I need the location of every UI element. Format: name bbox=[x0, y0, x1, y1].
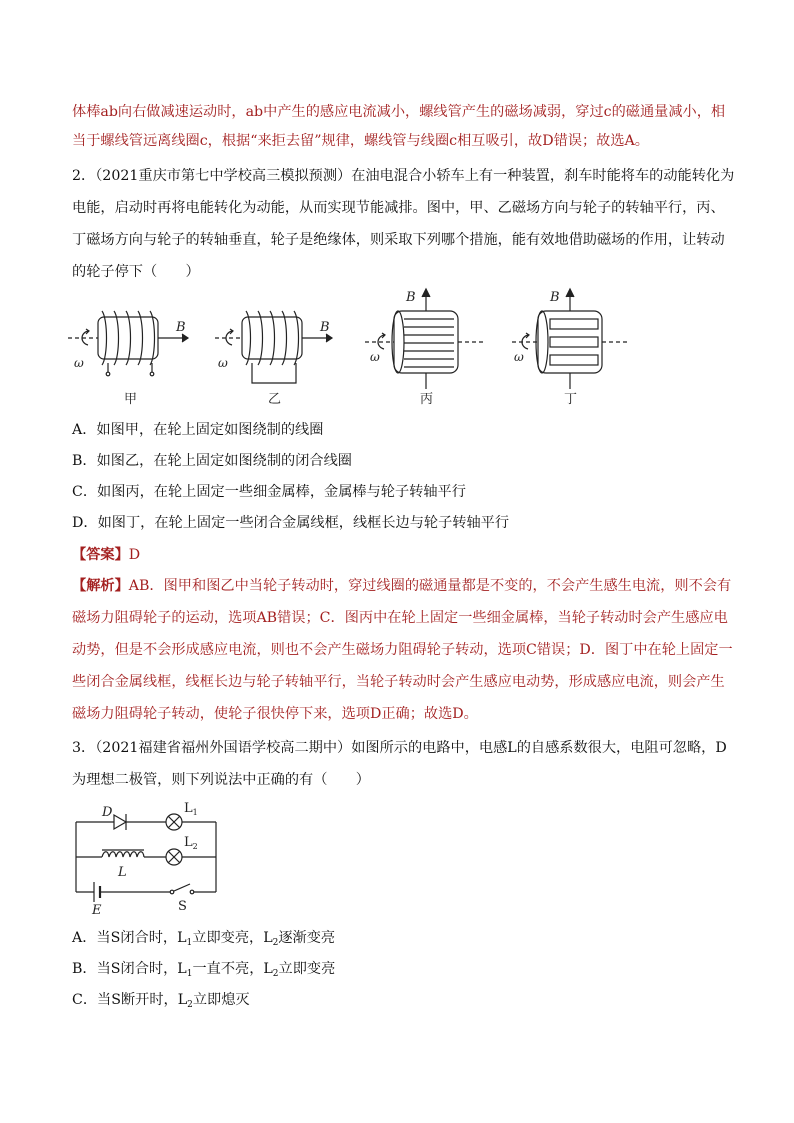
q3b-sub1: 1 bbox=[186, 969, 193, 979]
diode-label: D bbox=[102, 805, 113, 820]
analysis-tag: 【解析】 bbox=[72, 578, 129, 594]
q2-option-a: A．如图甲，在轮上固定如图绕制的线圈 bbox=[72, 422, 324, 438]
q3-stem-line-1: 3．（2021福建省福州外国语学校高二期中）如图所示的电路中，电感L的自感系数很大，电阻可忽略，D bbox=[72, 740, 727, 756]
q3a-part2: 立即变亮，L bbox=[192, 930, 273, 946]
ding-B-label: B bbox=[550, 290, 560, 305]
q3-stem-line-2: 为理想二极管，则下列说法中正确的有（ ） bbox=[72, 772, 370, 788]
q3b-part2: 一直不亮，L bbox=[192, 961, 273, 977]
q2-analysis-line-1 bbox=[72, 576, 731, 596]
q2-figure bbox=[60, 285, 640, 415]
yi-omega-label: ω bbox=[218, 356, 228, 370]
q2-stem-line-1: 2．（2021重庆市第七中学校高三模拟预测）在油电混合小轿车上有一种装置，刹车时能将车的动能转化为 bbox=[72, 168, 735, 184]
bing-B-label: B bbox=[406, 290, 416, 305]
lamp2-label bbox=[184, 835, 198, 851]
q2-stem-line-3: 丁磁场方向与轮子的转轴垂直，轮子是绝缘体，则采取下列哪个措施，能有效地借助磁场的作用，让转动 bbox=[72, 232, 725, 248]
q3a-sub1: 1 bbox=[186, 938, 193, 948]
q3c-part1: C．当S断开时，L bbox=[72, 992, 188, 1008]
lamp1-label bbox=[184, 801, 198, 817]
q3b-part1: B．当S闭合时，L bbox=[72, 961, 187, 977]
q2-option-b: B．如图乙，在轮上固定如图绕制的闭合线圈 bbox=[72, 453, 352, 469]
q3a-part3: 逐渐变亮 bbox=[278, 930, 336, 946]
switch-label: S bbox=[178, 899, 187, 914]
q3a-part1: A．当S闭合时，L bbox=[72, 930, 187, 946]
q3c-part2: 立即熄灭 bbox=[192, 992, 250, 1008]
q2-analysis-line-3: 动势，但是不会形成感应电流，则也不会产生磁场力阻碍轮子转动，选项C错误；D．图丁中在轮上固定一 bbox=[72, 642, 733, 658]
analysis-text-1: AB．图甲和图乙中当轮子转动时，穿过线圈的磁通量都是不变的，不会产生感生电流，则不会有 bbox=[128, 578, 732, 594]
figure-ding bbox=[512, 289, 630, 389]
yi-B-label: B bbox=[320, 320, 330, 335]
answer-value: D bbox=[128, 547, 141, 563]
lamp2-letter: L bbox=[184, 835, 193, 850]
jia-omega-label: ω bbox=[74, 356, 84, 370]
ding-label: 丁 bbox=[564, 392, 578, 407]
q2-analysis-line-4: 些闭合金属线框，线框长边与轮子转轴平行，当轮子转动时会产生感应电动势，形成感应电流，则会产生 bbox=[72, 674, 725, 690]
ding-omega-label: ω bbox=[514, 350, 524, 364]
figure-yi bbox=[215, 311, 332, 383]
bing-label: 丙 bbox=[420, 392, 434, 407]
lamp2-subscript: 2 bbox=[192, 842, 198, 851]
q3b-sub2: 2 bbox=[272, 969, 279, 979]
bing-omega-label: ω bbox=[370, 350, 380, 364]
q3-option-a bbox=[72, 928, 335, 953]
jia-label: 甲 bbox=[124, 392, 138, 407]
battery-label: E bbox=[92, 903, 102, 918]
prev-analysis-line-2: 当于螺线管远离线圈c，根据“来拒去留”规律，螺线管与线圈c相互吸引，故D错误；故选A。 bbox=[72, 133, 649, 149]
lamp1-letter: L bbox=[184, 801, 193, 816]
q3-circuit bbox=[66, 800, 236, 918]
yi-label: 乙 bbox=[268, 392, 282, 407]
q2-option-d: D．如图丁，在轮上固定一些闭合金属线框，线框长边与轮子转轴平行 bbox=[72, 515, 510, 531]
q2-analysis-line-2: 磁场力阻碍轮子的运动，选项AB错误；C．图丙中在轮上固定一些细金属棒，当轮子转动时会产生感应电 bbox=[72, 610, 728, 626]
q3a-sub2: 2 bbox=[272, 938, 279, 948]
q2-stem-line-4: 的轮子停下（ ） bbox=[72, 264, 200, 280]
figure-bing bbox=[365, 289, 485, 389]
q2-option-c: C．如图丙，在轮上固定一些细金属棒，金属棒与轮子转轴平行 bbox=[72, 484, 466, 500]
q2-stem-line-2: 电能，启动时再将电能转化为动能，从而实现节能减排。图中，甲、乙磁场方向与轮子的转轴平行，丙、 bbox=[72, 200, 725, 216]
q3c-sub1: 2 bbox=[187, 1000, 193, 1010]
answer-tag: 【答案】 bbox=[72, 547, 129, 563]
figure-jia bbox=[68, 311, 188, 376]
q2-answer bbox=[72, 545, 140, 565]
lamp1-subscript: 1 bbox=[192, 808, 198, 817]
q2-analysis-line-5: 磁场力阻碍轮子转动，使轮子很快停下来，选项D正确；故选D。 bbox=[72, 706, 478, 722]
q3-option-b bbox=[72, 959, 335, 984]
inductor-label: L bbox=[118, 865, 127, 880]
q3-option-c bbox=[72, 990, 250, 1015]
jia-B-label: B bbox=[176, 320, 186, 335]
q3b-part3: 立即变亮 bbox=[278, 961, 336, 977]
prev-analysis-line-1: 体棒ab向右做减速运动时，ab中产生的感应电流减小，螺线管产生的磁场减弱，穿过c的磁通量减小，相 bbox=[72, 104, 726, 120]
